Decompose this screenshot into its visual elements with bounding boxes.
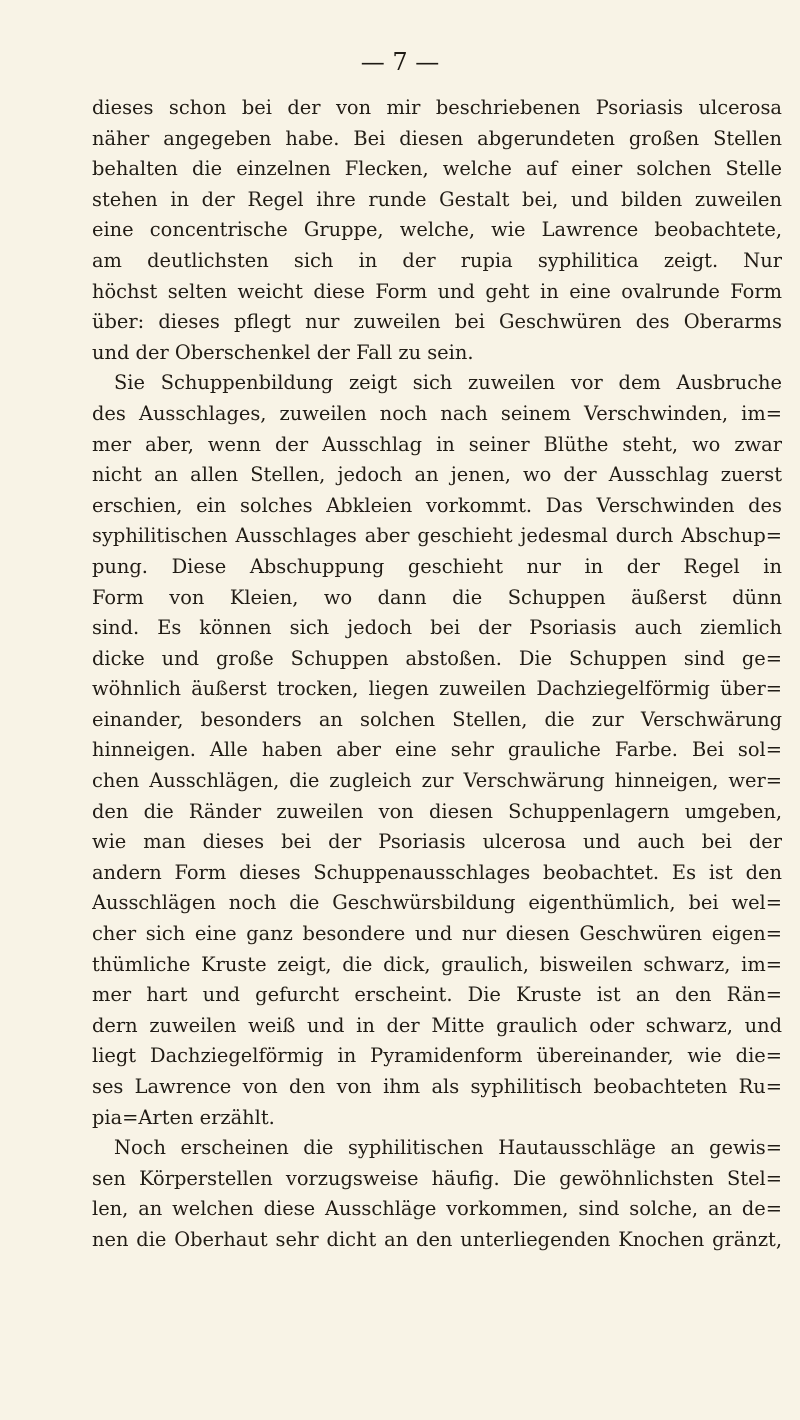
text-line: thümliche Kruste zeigt, die dick, graulich, bisweilen schwarz, im= bbox=[92, 952, 782, 976]
text-line: ses Lawrence von den von ihm als syphilitisch beobachteten Ru= bbox=[92, 1075, 782, 1098]
text-line: mer hart und gefurcht erscheint. Die Kruste ist an den Rän= bbox=[92, 983, 782, 1007]
text-line: Noch erscheinen die syphilitischen Hautausschläge an gewis= bbox=[114, 1136, 782, 1160]
text-line: wie man dieses bei der Psoriasis ulcerosa und auch bei der bbox=[92, 830, 782, 854]
text-line: dern zuweilen weiß und in der Mitte graulich oder schwarz, und bbox=[92, 1013, 782, 1037]
text-line: pia=Arten erzählt. bbox=[92, 1105, 275, 1129]
text-line: am deutlichsten sich in der rupia syphilitica zeigt. Nur bbox=[92, 248, 782, 272]
text-line: stehen in der Regel ihre runde Gestalt bei, und bilden zuweilen bbox=[92, 187, 782, 211]
text-line: den die Ränder zuweilen von diesen Schuppenlagern umgeben, bbox=[92, 799, 782, 823]
text-line: und der Oberschenkel der Fall zu sein. bbox=[92, 340, 474, 364]
text-line: erschien, ein solches Abkleien vorkommt. Das Verschwinden des bbox=[92, 493, 782, 517]
text-line: liegt Dachziegelförmig in Pyramidenform übereinander, wie die= bbox=[92, 1044, 782, 1068]
text-line: mer aber, wenn der Ausschlag in seiner Blüthe steht, wo zwar bbox=[92, 432, 782, 456]
text-line: pung. Diese Abschuppung geschieht nur in der Regel in bbox=[92, 554, 782, 578]
text-line: Form von Kleien, wo dann die Schuppen äußerst dünn bbox=[92, 585, 782, 609]
text-line: einander, besonders an solchen Stellen, die zur Verschwärung bbox=[92, 707, 782, 731]
text-line: sind. Es können sich jedoch bei der Psoriasis auch ziemlich bbox=[92, 616, 782, 640]
text-line: des Ausschlages, zuweilen noch nach seinem Verschwinden, im= bbox=[92, 401, 782, 425]
text-line: hinneigen. Alle haben aber eine sehr grauliche Farbe. Bei sol= bbox=[92, 738, 782, 762]
text-line: näher angegeben habe. Bei diesen abgerundeten großen Stellen bbox=[92, 126, 782, 150]
text-line: andern Form dieses Schuppenausschlages beobachtet. Es ist den bbox=[92, 860, 782, 884]
page-number: — 7 — bbox=[360, 48, 440, 76]
text-line: nicht an allen Stellen, jedoch an jenen, wo der Ausschlag zuerst bbox=[92, 463, 782, 487]
text-line: wöhnlich äußerst trocken, liegen zuweilen Dachziegelförmig über= bbox=[92, 677, 782, 701]
text-line: syphilitischen Ausschlages aber geschieht jedesmal durch Abschup= bbox=[92, 524, 782, 548]
text-line: sen Körperstellen vorzugsweise häufig. Die gewöhnlichsten Stel= bbox=[92, 1166, 782, 1190]
text-line: cher sich eine ganz besondere und nur diesen Geschwüren eigen= bbox=[92, 922, 782, 946]
text-line: eine concentrische Gruppe, welche, wie Lawrence beobachtete, bbox=[92, 218, 782, 242]
text-line: Sie Schuppenbildung zeigt sich zuweilen vor dem Ausbruche bbox=[114, 371, 782, 395]
text-line: höchst selten weicht diese Form und geht in eine ovalrunde Form bbox=[92, 279, 782, 303]
text-line: chen Ausschlägen, die zugleich zur Verschwärung hinneigen, wer= bbox=[92, 769, 782, 793]
text-line: dieses schon bei der von mir beschriebenen Psoriasis ulcerosa bbox=[92, 96, 782, 119]
text-line: dicke und große Schuppen abstoßen. Die Schuppen sind ge= bbox=[92, 646, 782, 670]
text-line: Ausschlägen noch die Geschwürsbildung eigenthümlich, bei wel= bbox=[92, 891, 782, 915]
text-line: behalten die einzelnen Flecken, welche auf einer solchen Stelle bbox=[92, 157, 782, 181]
body-text bbox=[92, 93, 782, 1256]
text-line: nen die Oberhaut sehr dicht an den unterliegenden Knochen gränzt, bbox=[92, 1227, 782, 1251]
text-line: über: dieses pflegt nur zuweilen bei Geschwüren des Oberarms bbox=[92, 310, 782, 334]
text-line: len, an welchen diese Ausschläge vorkommen, sind solche, an de= bbox=[92, 1197, 782, 1221]
